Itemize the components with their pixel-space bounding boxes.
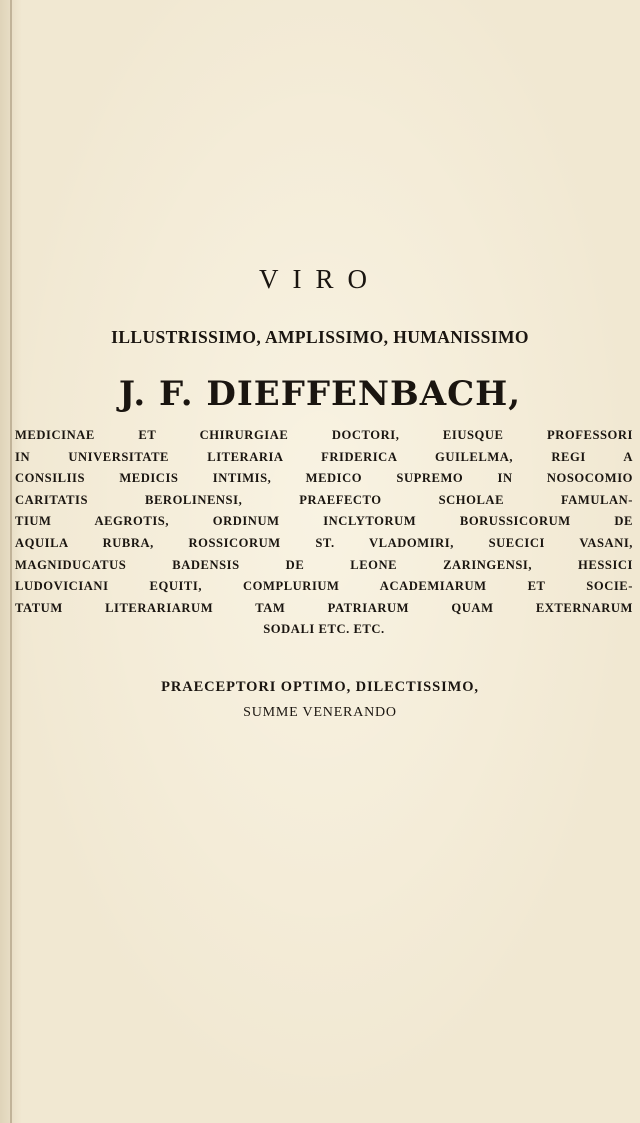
titles-line: MAGNIDUCATUS BADENSIS DE LEONE ZARINGENSI, HESSICI [15,557,633,572]
dedicatee-titles [15,425,633,641]
titles-line: TIUM AEGROTIS, ORDINUM INCLYTORUM BORUSSICORUM DE [15,514,633,529]
page-gutter-edge [10,0,12,1123]
titles-line: AQUILA RUBRA, ROSSICORUM ST. VLADOMIRI, SUECICI VASANI, [15,535,633,550]
titles-line: TATUM LITERARIARUM TAM PATRIARUM QUAM EXTERNARUM [15,600,633,615]
titles-line: CONSILIIS MEDICIS INTIMIS, MEDICO SUPREMO IN NOSOCOMIO [15,471,633,486]
praeceptori-line: PRAECEPTORI OPTIMO, DILECTISSIMO, [161,679,479,695]
titles-line: LUDOVICIANI EQUITI, COMPLURIUM ACADEMIARUM ET SOCIE- [15,579,633,594]
dedication-epithets: ILLUSTRISSIMO, AMPLISSIMO, HUMANISSIMO [111,327,529,347]
titles-line: SODALI ETC. ETC. [263,622,385,637]
titles-line: CARITATIS BEROLINENSI, PRAEFECTO SCHOLAE FAMULAN- [15,492,633,507]
dedication-heading: VIRO [259,264,381,294]
titles-line: IN UNIVERSITATE LITERARIA FRIDERICA GUILELMA, REGI A [15,449,633,464]
dedicatee-name: J. F. DIEFFENBACH, [118,374,522,414]
titles-line: MEDICINAE ET CHIRURGIAE DOCTORI, EIUSQUE PROFESSORI [15,428,633,442]
closing-line: SUMME VENERANDO [243,705,397,720]
